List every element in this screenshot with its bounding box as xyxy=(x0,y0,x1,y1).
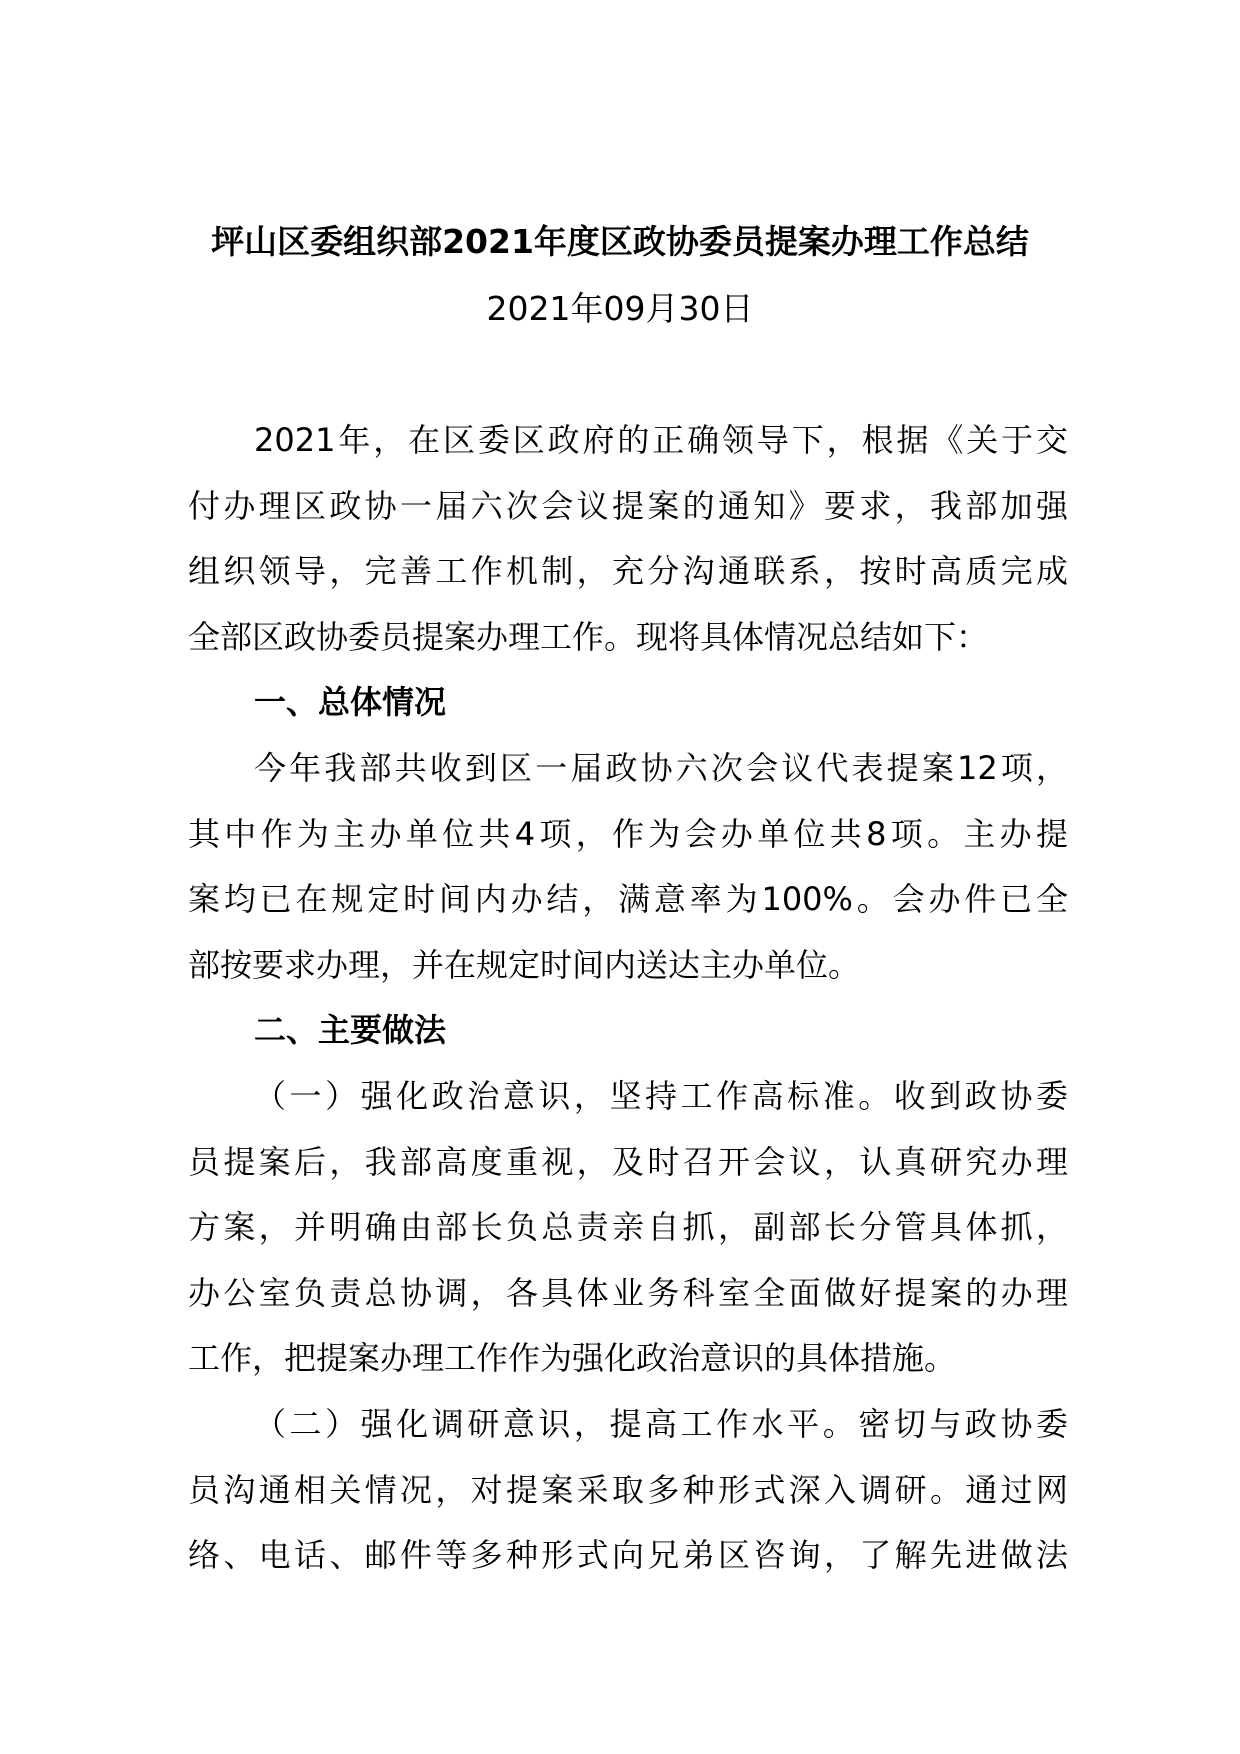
document-title: 坪山区委组织部2021年度区政协委员提案办理工作总结 xyxy=(211,222,1029,261)
methods-item-1-paragraph xyxy=(188,1064,1068,1392)
text-line: 方案，并明确由部长负总责亲自抓，副部长分管具体抓， xyxy=(188,1208,1068,1247)
text-line: 组织领导，完善工作机制，充分沟通联系，按时高质完成 xyxy=(188,552,1068,591)
text-line: 员提案后，我部高度重视，及时召开会议，认真研究办理 xyxy=(188,1142,1068,1181)
text-line: 全部区政协委员提案办理工作。现将具体情况总结如下： xyxy=(188,617,989,656)
intro-paragraph xyxy=(188,408,1068,670)
text-line: 工作，把提案办理工作作为强化政治意识的具体措施。 xyxy=(188,1339,957,1378)
text-line: 今年我部共收到区一届政协六次会议代表提案12项， xyxy=(254,748,1068,787)
document-date: 2021年09月30日 xyxy=(486,289,754,328)
text-line: 付办理区政协一届六次会议提案的通知》要求，我部加强 xyxy=(188,486,1068,525)
text-line: 部按要求办理，并在规定时间内送达主办单位。 xyxy=(188,945,861,984)
section-heading-overview: 一、总体情况 xyxy=(254,683,447,722)
section-heading-methods: 二、主要做法 xyxy=(254,1011,447,1050)
text-line: 案均已在规定时间内办结，满意率为100%。会办件已全 xyxy=(188,880,1068,919)
text-line: 其中作为主办单位共4项，作为会办单位共8项。主办提 xyxy=(188,814,1068,853)
text-line: 员沟通相关情况，对提案采取多种形式深入调研。通过网 xyxy=(188,1470,1068,1509)
document-body xyxy=(188,408,1068,1589)
overview-paragraph xyxy=(188,736,1068,998)
text-line: 办公室负责总协调，各具体业务科室全面做好提案的办理 xyxy=(188,1273,1068,1312)
text-line: （二）强化调研意识，提高工作水平。密切与政协委 xyxy=(254,1404,1068,1443)
text-line: （一）强化政治意识，坚持工作高标准。收到政协委 xyxy=(254,1076,1068,1115)
text-line: 2021年，在区委区政府的正确领导下，根据《关于交 xyxy=(254,421,1068,459)
text-line: 络、电话、邮件等多种形式向兄弟区咨询，了解先进做法 xyxy=(188,1536,1068,1575)
methods-item-2-paragraph xyxy=(188,1392,1068,1589)
